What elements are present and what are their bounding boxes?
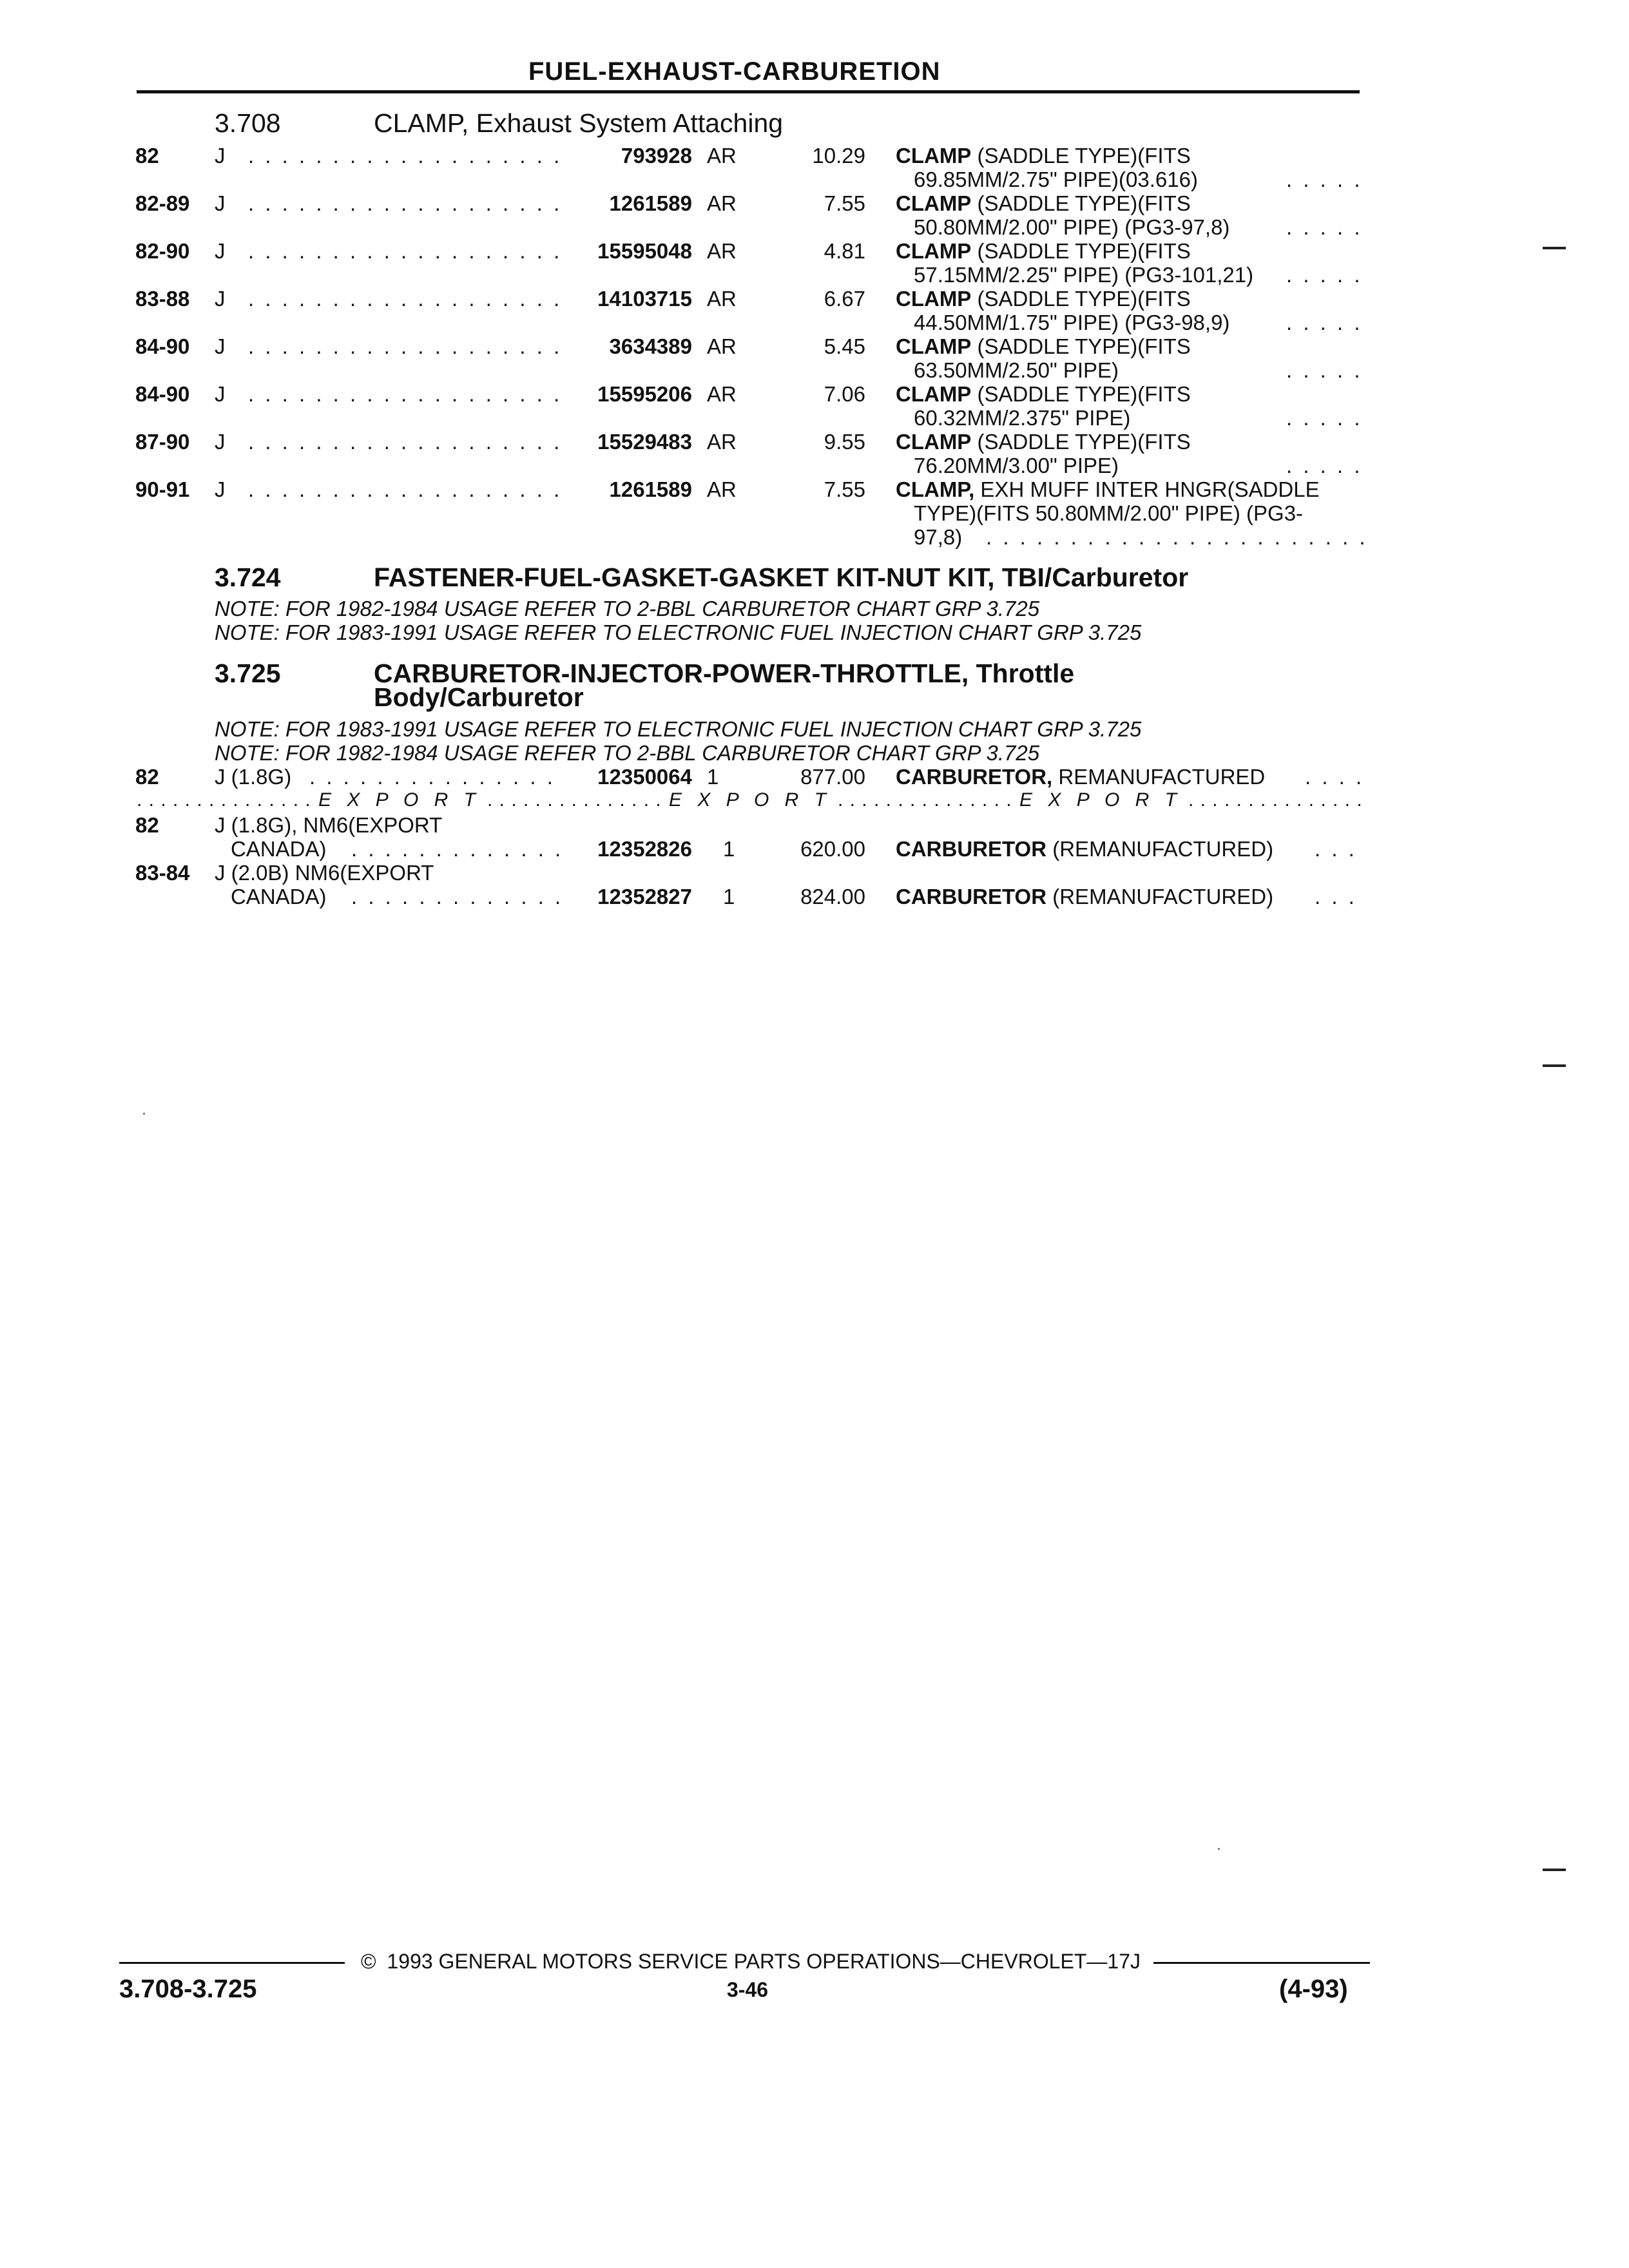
row-series: J [215, 430, 226, 454]
leader-dots [248, 287, 564, 311]
table-row [0, 287, 1629, 334]
section-3725-note: NOTE: FOR 1983-1991 USAGE REFER TO ELECTRONIC FUEL INJECTION CHART GRP 3.725 [215, 717, 1142, 741]
leader-dots [351, 885, 564, 908]
row-quantity: AR [707, 239, 737, 263]
row-description: CARBURETOR (REMANUFACTURED) [896, 837, 1274, 861]
section-3725-title-cont: Body/Carburetor [374, 682, 584, 712]
footer-rule-left [119, 1962, 345, 1964]
leader-dots-cont [1315, 885, 1363, 908]
row-series: J [215, 477, 226, 501]
row-quantity: AR [707, 144, 737, 168]
row-year: 84-90 [135, 382, 190, 406]
row-price: 6.67 [824, 287, 865, 311]
row-part-number: 15595206 [597, 382, 692, 406]
row-year: 82 [135, 813, 159, 837]
export-label: E X P O R T [1019, 789, 1182, 811]
leader-dots-cont [1286, 263, 1364, 287]
section-3725-title: CARBURETOR-INJECTOR-POWER-THROTTLE, Throttle [374, 658, 1075, 688]
row-quantity: 1 [723, 885, 735, 908]
row-year: 82-90 [135, 239, 190, 263]
row-price: 824.00 [800, 885, 865, 908]
row-price: 620.00 [800, 837, 865, 861]
scan-speck [143, 1113, 145, 1115]
row-description: CLAMP (SADDLE TYPE)(FITS [896, 287, 1191, 311]
row-year: 87-90 [135, 430, 190, 454]
row-part-number: 15529483 [597, 430, 692, 454]
row-description-cont: 60.32MM/2.375" PIPE) [914, 406, 1131, 430]
row-part-number: 1261589 [609, 477, 692, 501]
row-quantity: AR [707, 287, 737, 311]
row-part-number: 12350064 [597, 765, 692, 789]
row-year: 83-84 [135, 861, 190, 885]
leader-dots [248, 477, 564, 501]
row-series-cont: CANADA) [231, 837, 327, 861]
leader-dots [309, 765, 564, 789]
row-description: CARBURETOR (REMANUFACTURED) [896, 885, 1274, 908]
row-price: 10.29 [812, 144, 865, 168]
section-3724-note: NOTE: FOR 1983-1991 USAGE REFER TO ELECTRONIC FUEL INJECTION CHART GRP 3.725 [215, 620, 1142, 644]
page-title: FUEL-EXHAUST-CARBURETION [528, 57, 941, 86]
copyright-icon: © [361, 1950, 376, 1973]
row-description-cont: 57.15MM/2.25" PIPE) (PG3-101,21) [914, 263, 1254, 287]
scan-speck [1218, 1848, 1220, 1850]
row-description-cont: 97,8) [914, 525, 963, 549]
table-row [0, 191, 1629, 239]
leader-dots-cont [1286, 358, 1364, 382]
section-3725-number: 3.725 [215, 658, 281, 688]
row-description-cont: 50.80MM/2.00" PIPE) (PG3-97,8) [914, 215, 1230, 239]
row-series: J (2.0B) NM6(EXPORT [215, 861, 434, 885]
row-part-number: 1261589 [609, 191, 692, 215]
table-row [0, 430, 1629, 477]
row-series-cont: CANADA) [231, 885, 327, 908]
row-part-number: 3634389 [609, 334, 692, 358]
row-description-cont: 44.50MM/1.75" PIPE) (PG3-98,9) [914, 311, 1230, 334]
leader-dots [248, 382, 564, 406]
row-price: 7.06 [824, 382, 865, 406]
row-part-number: 12352826 [597, 837, 692, 861]
row-description: CLAMP (SADDLE TYPE)(FITS [896, 191, 1191, 215]
row-price: 7.55 [824, 477, 865, 501]
leader-dots [248, 144, 564, 168]
section-3708-number: 3.708 [215, 108, 281, 138]
row-year: 83-88 [135, 287, 190, 311]
row-series: J [215, 334, 226, 358]
row-year: 82-89 [135, 191, 190, 215]
footer-rule-right [1153, 1962, 1370, 1964]
leader-dots [248, 239, 564, 263]
leader-dots-cont [1286, 454, 1364, 477]
row-series: J [215, 287, 226, 311]
row-price: 7.55 [824, 191, 865, 215]
row-series: J (1.8G) [215, 765, 292, 789]
row-part-number: 12352827 [597, 885, 692, 908]
row-year: 82 [135, 144, 159, 168]
row-quantity: AR [707, 334, 737, 358]
section-3724-title: FASTENER-FUEL-GASKET-GASKET KIT-NUT KIT, TBI/Carburetor [374, 562, 1189, 592]
export-divider [137, 787, 1364, 813]
section-3724-note: NOTE: FOR 1982-1984 USAGE REFER TO 2-BBL CARBURETOR CHART GRP 3.725 [215, 597, 1040, 620]
leader-dots-cont [1286, 406, 1364, 430]
margin-mark [1543, 1064, 1566, 1067]
section-3708-title: CLAMP, Exhaust System Attaching [374, 108, 784, 138]
footer-page-number: 3-46 [727, 1978, 769, 2001]
row-description: CLAMP (SADDLE TYPE)(FITS [896, 430, 1191, 454]
row-series: J (1.8G), NM6(EXPORT [215, 813, 443, 837]
row-quantity: AR [707, 477, 737, 501]
row-description-cont: 69.85MM/2.75" PIPE)(03.616) [914, 168, 1198, 191]
footer-range: 3.708-3.725 [119, 1975, 257, 2003]
row-quantity: AR [707, 191, 737, 215]
section-3725-note: NOTE: FOR 1982-1984 USAGE REFER TO 2-BBL CARBURETOR CHART GRP 3.725 [215, 741, 1040, 765]
row-series: J [215, 382, 226, 406]
table-row [0, 765, 1629, 789]
row-description-cont: TYPE)(FITS 50.80MM/2.00" PIPE) (PG3- [914, 501, 1304, 525]
row-price: 4.81 [824, 239, 865, 263]
row-description: CLAMP, EXH MUFF INTER HNGR(SADDLE [896, 477, 1320, 501]
leader-dots [248, 334, 564, 358]
footer-copyright: © 1993 GENERAL MOTORS SERVICE PARTS OPERATIONS—CHEVROLET—17J [361, 1950, 1141, 1973]
table-row [0, 477, 1629, 549]
row-quantity: AR [707, 382, 737, 406]
leader-dots [351, 837, 564, 861]
leader-dots-cont [1305, 765, 1363, 789]
export-label: E X P O R T [669, 789, 831, 811]
margin-mark [1543, 247, 1566, 249]
section-3724-number: 3.724 [215, 562, 281, 592]
row-description: CLAMP (SADDLE TYPE)(FITS [896, 382, 1191, 406]
table-row [0, 144, 1629, 191]
row-quantity: AR [707, 430, 737, 454]
table-row [0, 334, 1629, 382]
row-series: J [215, 144, 226, 168]
row-quantity: 1 [723, 837, 735, 861]
row-series: J [215, 239, 226, 263]
leader-dots [248, 191, 564, 215]
row-description: CLAMP (SADDLE TYPE)(FITS [896, 239, 1191, 263]
row-part-number: 793928 [621, 144, 692, 168]
row-description-cont: 76.20MM/3.00" PIPE) [914, 454, 1119, 477]
row-part-number: 15595048 [597, 239, 692, 263]
row-price: 877.00 [800, 765, 865, 789]
leader-dots-cont [986, 525, 1364, 549]
table-row [0, 813, 1629, 861]
row-year: 82 [135, 765, 159, 789]
export-label: E X P O R T [318, 789, 481, 811]
row-description: CLAMP (SADDLE TYPE)(FITS [896, 144, 1191, 168]
table-row [0, 382, 1629, 430]
row-description-cont: 63.50MM/2.50" PIPE) [914, 358, 1119, 382]
leader-dots-cont [1286, 168, 1364, 191]
header-rule [137, 90, 1360, 93]
row-price: 5.45 [824, 334, 865, 358]
footer-date: (4-93) [1279, 1975, 1348, 2003]
row-series: J [215, 191, 226, 215]
row-description: CARBURETOR, REMANUFACTURED [896, 765, 1266, 789]
leader-dots [248, 430, 564, 454]
row-quantity: 1 [707, 765, 719, 789]
row-price: 9.55 [824, 430, 865, 454]
leader-dots-cont [1315, 837, 1363, 861]
row-year: 84-90 [135, 334, 190, 358]
table-row [0, 861, 1629, 908]
leader-dots-cont [1286, 215, 1364, 239]
row-part-number: 14103715 [597, 287, 692, 311]
row-year: 90-91 [135, 477, 190, 501]
table-row [0, 239, 1629, 287]
leader-dots-cont [1286, 311, 1364, 334]
margin-mark [1543, 1869, 1566, 1871]
row-description: CLAMP (SADDLE TYPE)(FITS [896, 334, 1191, 358]
